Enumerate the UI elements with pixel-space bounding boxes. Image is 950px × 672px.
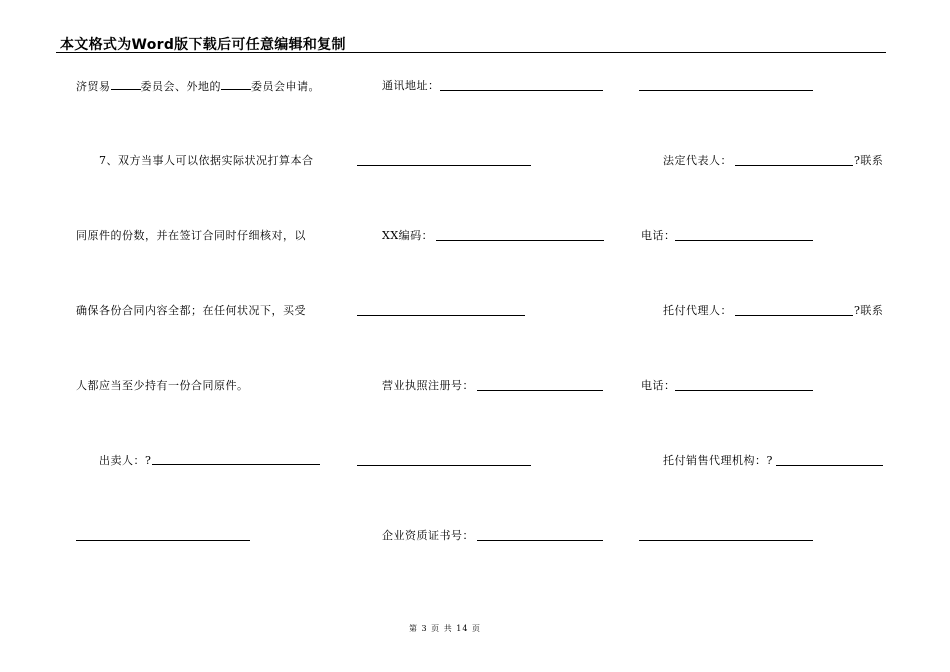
- blank-line: [357, 165, 531, 166]
- blank-underline: [221, 79, 251, 90]
- sales-agency-underline: [776, 465, 883, 466]
- legal-representative-label: 法定代表人：: [663, 154, 732, 167]
- contact-label: ?联系: [854, 154, 884, 167]
- blank-line: [76, 540, 250, 541]
- blank-line: [639, 90, 813, 91]
- entrusted-agent-underline: [735, 315, 853, 316]
- postcode-underline: [436, 240, 604, 241]
- paragraph-line-5: 人都应当至少持有一份合同原件。: [76, 379, 249, 392]
- blank-line: [357, 465, 531, 466]
- phone-label: 电话：: [641, 379, 676, 392]
- paragraph-line-2: 7、双方当事人可以依据实际状况打算本合: [99, 154, 314, 167]
- text-fragment: 委员会、外地的: [140, 80, 221, 93]
- postcode-label: XX编码：: [382, 229, 434, 242]
- qualification-cert-label: 企业资质证书号：: [382, 529, 474, 542]
- address-underline: [440, 90, 603, 91]
- license-underline: [477, 390, 603, 391]
- text-fragment: 委员会申请。: [251, 80, 320, 93]
- phone-underline: [675, 390, 813, 391]
- phone-label: 电话：: [641, 229, 676, 242]
- blank-line: [639, 540, 813, 541]
- address-label: 通讯地址：: [382, 79, 440, 92]
- phone-underline: [675, 240, 813, 241]
- document-header-title: 本文格式为Word版下载后可任意编辑和复制: [60, 37, 346, 53]
- qualification-cert-underline: [477, 540, 603, 541]
- legal-representative-underline: [735, 165, 853, 166]
- sales-agency-label: 托付销售代理机构：?: [663, 454, 773, 467]
- paragraph-line-1: [76, 79, 320, 94]
- blank-underline: [111, 79, 141, 90]
- seller-underline: [152, 464, 320, 465]
- text-fragment: 济贸易: [76, 80, 111, 93]
- paragraph-line-4: 确保各份合同内容全都；在任何状况下，买受: [76, 304, 306, 317]
- header-divider: [56, 52, 886, 53]
- contact-label: ?联系: [854, 304, 884, 317]
- blank-line: [357, 315, 525, 316]
- seller-label: 出卖人：?: [99, 454, 152, 467]
- paragraph-line-3: 同原件的份数，并在签订合同时仔细核对，以: [76, 229, 306, 242]
- entrusted-agent-label: 托付代理人：: [663, 304, 732, 317]
- page-number: 第 3 页 共 14 页: [409, 624, 481, 633]
- license-label: 营业执照注册号：: [382, 379, 474, 392]
